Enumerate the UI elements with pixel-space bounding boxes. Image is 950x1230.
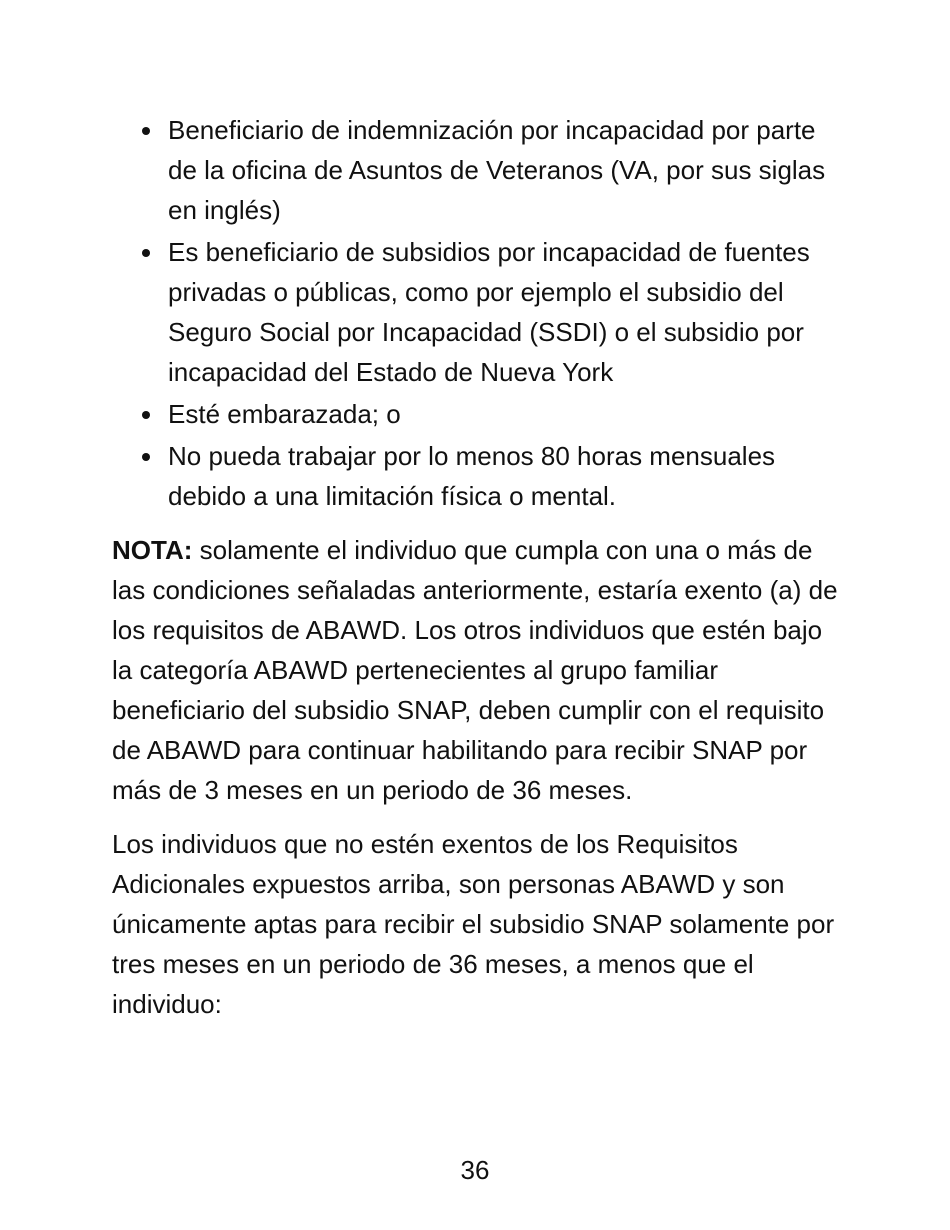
list-item-text: No pueda trabajar por lo menos 80 horas mensuales debido a una limitación física o mental. — [168, 441, 776, 511]
note-paragraph — [112, 530, 847, 810]
note-text: solamente el individuo que cumpla con una o más de las condiciones señaladas anteriormente, estaría exento (a) de los requisitos de ABAWD. Los otros individuos que estén bajo la categoría ABAWD pertenecientes al grupo familiar beneficiario del subsidio SNAP, deben cumplir con el requisito de ABAWD para continuar habilitando para recibir SNAP por más de 3 meses en un periodo de 36 meses. — [112, 535, 838, 805]
list-item — [112, 436, 847, 516]
list-item — [112, 232, 847, 392]
bullet-icon — [142, 249, 150, 257]
bullet-icon — [142, 411, 150, 419]
document-page — [112, 110, 847, 1024]
list-item-text: Beneficiario de indemnización por incapacidad por parte de la oficina de Asuntos de Veteranos (VA, por sus siglas en inglés) — [168, 115, 826, 225]
list-item — [112, 394, 847, 434]
note-label: NOTA: — [112, 535, 193, 565]
page-number: 36 — [460, 1155, 490, 1185]
body-paragraph: Los individuos que no estén exentos de los Requisitos Adicionales expuestos arriba, son personas ABAWD y son únicamente aptas para recibir el subsidio SNAP solamente por tres meses en un periodo de 36 meses, a menos que el individuo: — [112, 829, 835, 1019]
list-item-text: Esté embarazada; o — [168, 399, 401, 429]
bullet-icon — [142, 127, 150, 135]
bullet-icon — [142, 453, 150, 461]
list-item — [112, 110, 847, 230]
list-item-text: Es beneficiario de subsidios por incapacidad de fuentes privadas o públicas, como por ejemplo el subsidio del Seguro Social por Incapacidad (SSDI) o el subsidio por incapacidad del Estado de Nueva York — [168, 237, 810, 387]
exemption-list — [112, 110, 847, 516]
